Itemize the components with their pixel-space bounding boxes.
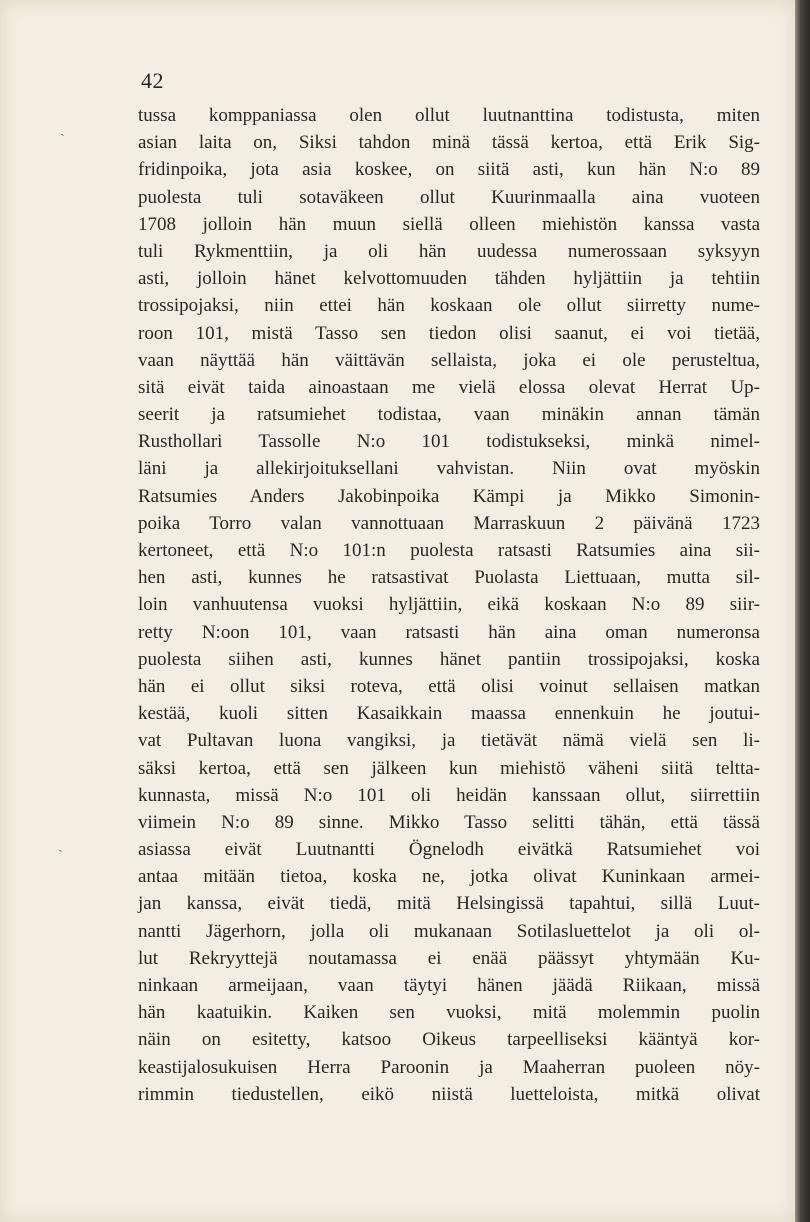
text-line: loin vanhuutensa vuoksi hyljättiin, eikä koskaan N:o 89 siir- bbox=[138, 594, 760, 616]
page-edge-shadow bbox=[795, 0, 810, 1222]
text-line: sitä eivät taida ainoastaan me vielä elossa olevat Herrat Up- bbox=[138, 376, 760, 398]
page-number: 42 bbox=[141, 68, 164, 93]
text-line: 1708 jolloin hän muun siellä olleen miehistön kanssa vasta bbox=[138, 213, 760, 235]
text-line: näin on esitetty, katsoo Oikeus tarpeelliseksi kääntyä kor- bbox=[138, 1029, 760, 1051]
text-line: kunnasta, missä N:o 101 oli heidän kanssaan ollut, siirrettiin bbox=[138, 784, 760, 806]
text-line: seerit ja ratsumiehet todistaa, vaan minäkin annan tämän bbox=[138, 404, 760, 426]
text-line: rimmin tiedustellen, eikö niistä luetteloista, mitkä olivat bbox=[138, 1083, 760, 1105]
text-line: puolesta tuli sotaväkeen ollut Kuurinmaalla aina vuoteen bbox=[138, 186, 760, 208]
text-line: lut Rekryyttejä noutamassa ei enää päässyt yhtymään Ku- bbox=[138, 947, 760, 969]
text-line: puolesta siihen asti, kunnes hänet pantiin trossipojaksi, koska bbox=[138, 648, 760, 670]
text-line: asiassa eivät Luutnantti Ögnelodh eivätkä Ratsumiehet voi bbox=[138, 839, 760, 861]
text-line: antaa mitään tietoa, koska ne, jotka olivat Kuninkaan armei- bbox=[138, 866, 760, 888]
text-line: tuli Rykmenttiin, ja oli hän uudessa numerossaan syksyyn bbox=[138, 240, 760, 262]
text-line: Ratsumies Anders Jakobinpoika Kämpi ja Mikko Simonin- bbox=[138, 485, 760, 507]
text-line: fridinpoika, jota asia koskee, on siitä asti, kun hän N:o 89 bbox=[138, 159, 760, 181]
text-line: hen asti, kunnes he ratsastivat Puolasta Liettuaan, mutta sil- bbox=[138, 567, 760, 589]
margin-mark: ˏ bbox=[58, 838, 63, 853]
text-line: viimein N:o 89 sinne. Mikko Tasso selitti tähän, että tässä bbox=[138, 811, 760, 833]
text-line: asti, jolloin hänet kelvottomuuden tähden hyljättiin ja tehtiin bbox=[138, 268, 760, 290]
text-line: vat Pultavan luona vangiksi, ja tietävät nämä vielä sen li- bbox=[138, 730, 760, 752]
text-line: keastijalosukuisen Herra Paroonin ja Maaherran puoleen nöy- bbox=[138, 1056, 760, 1078]
text-line: vaan näyttää hän väittävän sellaista, joka ei ole perusteltua, bbox=[138, 349, 760, 371]
body-text bbox=[138, 102, 760, 1108]
text-line: hän kaatuikin. Kaiken sen vuoksi, mitä molemmin puolin bbox=[138, 1002, 760, 1024]
text-line: tussa komppaniassa olen ollut luutnanttina todistusta, miten bbox=[138, 105, 760, 126]
text-line: nantti Jägerhorn, jolla oli mukanaan Sotilasluettelot ja oli ol- bbox=[138, 920, 760, 942]
text-line: kertoneet, että N:o 101:n puolesta ratsasti Ratsumies aina sii- bbox=[138, 540, 760, 561]
text-line: roon 101, mistä Tasso sen tiedon olisi saanut, ei voi tietää, bbox=[138, 322, 760, 344]
text-line: läni ja allekirjoituksellani vahvistan. Niin ovat myöskin bbox=[138, 458, 760, 480]
text-line: asian laita on, Siksi tahdon minä tässä kertoa, että Erik Sig- bbox=[138, 132, 760, 154]
text-line: säksi kertoa, että sen jälkeen kun miehistö väheni siitä teltta- bbox=[138, 757, 760, 779]
text-line: kestää, kuoli sitten Kasaikkain maassa ennenkuin he joutui- bbox=[138, 703, 760, 725]
margin-mark: ˏ bbox=[60, 122, 65, 137]
text-line: jan kanssa, eivät tiedä, mitä Helsingissä tapahtui, sillä Luut- bbox=[138, 893, 760, 915]
text-line: trossipojaksi, niin ettei hän koskaan ole ollut siirretty nume- bbox=[138, 295, 760, 317]
text-line: poika Torro valan vannottuaan Marraskuun 2 päivänä 1723 bbox=[138, 512, 760, 534]
text-line: retty N:oon 101, vaan ratsasti hän aina oman numeronsa bbox=[138, 621, 760, 643]
text-line: ninkaan armeijaan, vaan täytyi hänen jäädä Riikaan, missä bbox=[138, 975, 760, 996]
text-line: Rusthollari Tassolle N:o 101 todistukseksi, minkä nimel- bbox=[138, 431, 760, 453]
text-line: hän ei ollut siksi roteva, että olisi voinut sellaisen matkan bbox=[138, 675, 760, 697]
